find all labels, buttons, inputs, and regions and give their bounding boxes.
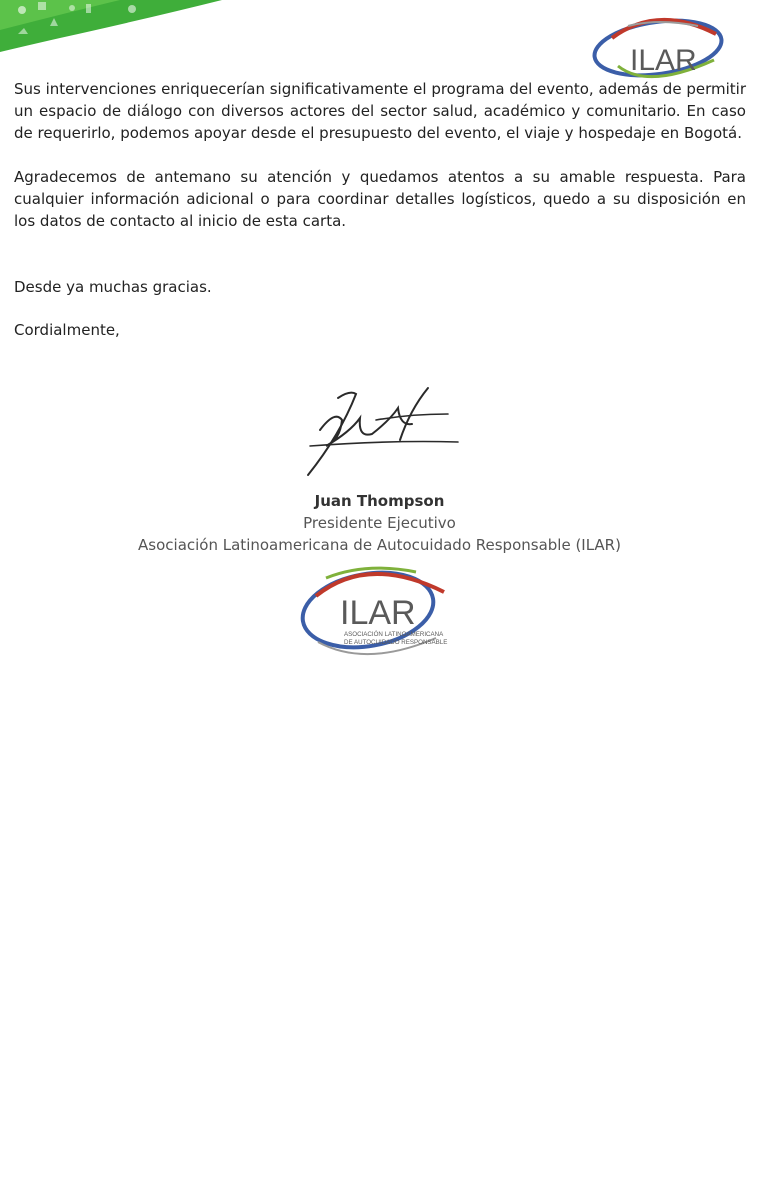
letter-thanks: Desde ya muchas gracias. [14,278,212,296]
signer-block [0,490,759,556]
footer-logo-tagline-1: ASOCIACIÓN LATINOAMERICANA [344,631,444,638]
signer-role: Presidente Ejecutivo [303,514,456,532]
letter-body [14,78,746,341]
ilar-footer-logo [296,558,466,668]
ilar-header-logo [588,8,738,88]
letter-paragraph-2: Agradecemos de antemano su atención y quedamos atentos a su amable respuesta. Para cualquier información adicional o para coordinar detalles logísticos, quedo a su disposición en los datos de contacto al inicio de esta carta. [14,168,746,230]
footer-logo-text: ILAR [340,594,416,632]
footer-logo-tagline-2: DE AUTOCUIDADO RESPONSABLE [344,639,448,646]
handwritten-signature [280,380,490,485]
letter-closing: Cordialmente, [14,321,120,339]
signer-name: Juan Thompson [314,492,445,510]
letter-paragraph-1: Sus intervenciones enriquecerían significativamente el programa del evento, además de permitir un espacio de diálogo con diversos actores del sector salud, académico y comunitario. En caso de requerirlo, podemos apoyar desde el presupuesto del evento, el viaje y hospedaje en Bogotá. [14,80,746,142]
header-logo-text: ILAR [630,44,697,77]
signer-organization: Asociación Latinoamericana de Autocuidado Responsable (ILAR) [138,536,621,554]
corner-banner-decoration [0,0,230,56]
